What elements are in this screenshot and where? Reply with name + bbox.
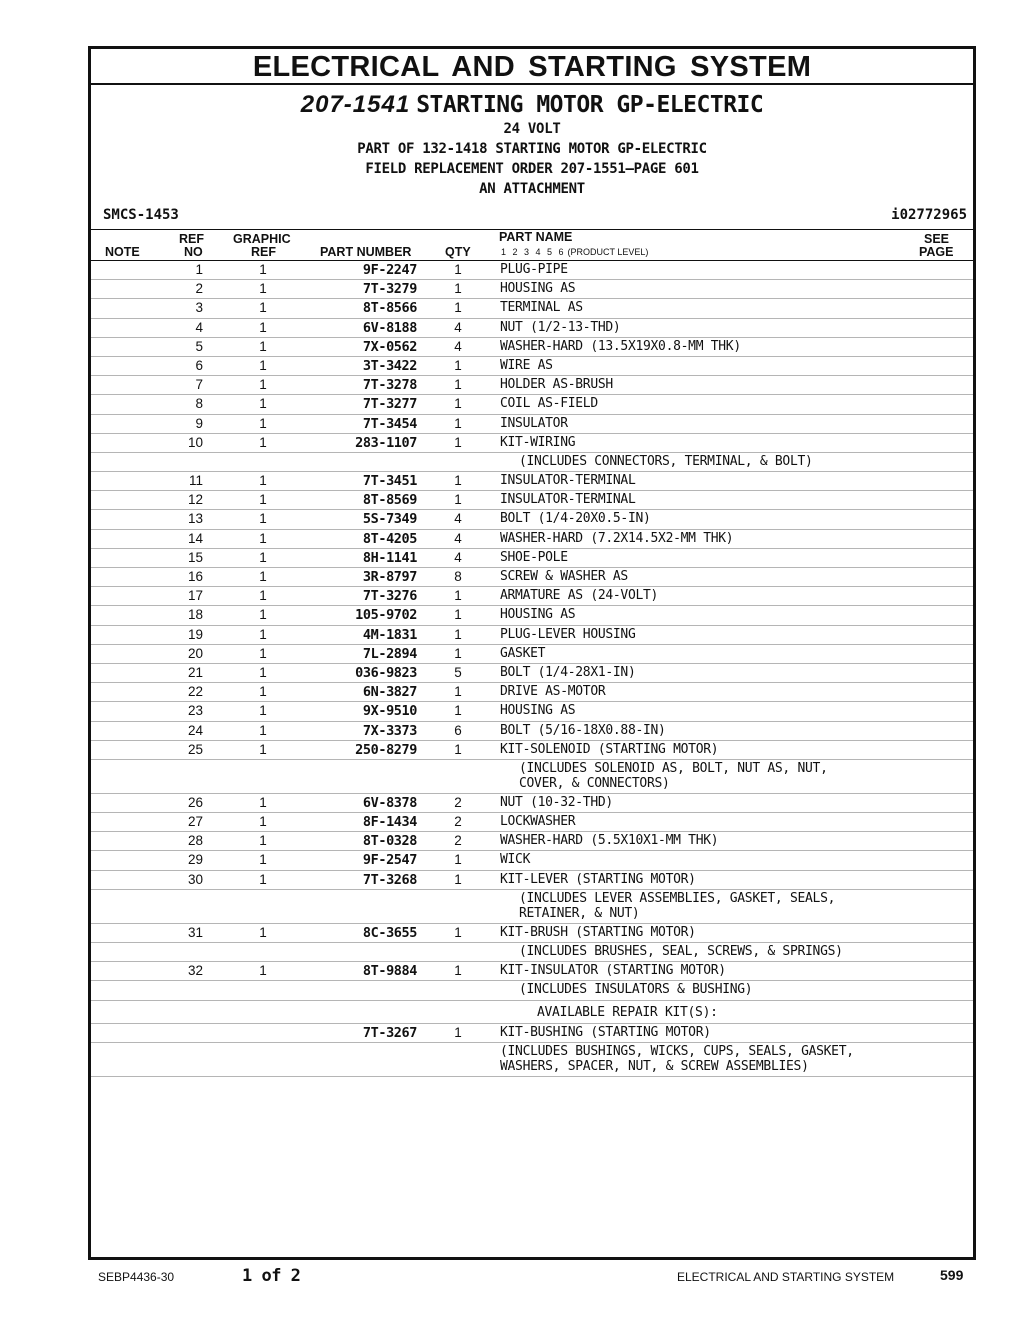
- qty-cell: 2: [454, 794, 462, 810]
- part-name-cell: GASKET: [500, 645, 546, 661]
- part-name-cell: AVAILABLE REPAIR KIT(S):: [537, 1004, 718, 1020]
- qty-cell: 2: [454, 833, 462, 849]
- qty-cell: 1: [454, 924, 462, 940]
- ref-no-cell: 17: [187, 588, 203, 604]
- part-number-cell: 105-9702: [355, 607, 417, 624]
- group-title: [91, 91, 973, 119]
- group-number: 207-1541: [300, 91, 411, 118]
- part-name-cell: SCREW & WASHER AS: [500, 569, 628, 584]
- col-graphic-ref-2: REF: [251, 245, 276, 259]
- table-row: [91, 760, 973, 794]
- part-number-cell: 036-9823: [355, 664, 417, 681]
- ref-no-cell: 4: [195, 319, 203, 335]
- qty-cell: 1: [454, 1024, 462, 1040]
- qty-cell: 1: [454, 300, 462, 316]
- graphic-ref-cell: 1: [259, 415, 267, 431]
- qty-cell: 1: [454, 607, 462, 623]
- part-name-cell: (INCLUDES BUSHINGS, WICKS, CUPS, SEALS, GASKET, WASHERS, SPACER, NUT, & SCREW ASSEMBLIES): [500, 1043, 854, 1074]
- ref-no-cell: 27: [187, 814, 203, 830]
- table-row: [91, 453, 973, 472]
- part-number-cell: 9F-2247: [362, 262, 417, 278]
- graphic-ref-cell: 1: [259, 549, 267, 565]
- footer-page-number: 599: [940, 1267, 964, 1283]
- part-name-cell: HOUSING AS: [500, 281, 576, 297]
- part-number-cell: 7T-3268: [362, 871, 417, 888]
- table-row: [91, 851, 973, 870]
- qty-cell: 1: [454, 703, 462, 719]
- graphic-ref-cell: 1: [259, 492, 267, 508]
- part-name-cell: WASHER-HARD (13.5X19X0.8-MM THK): [500, 338, 741, 354]
- col-part-name: PART NAME: [499, 230, 573, 244]
- part-number-cell: 8T-8566: [362, 300, 417, 317]
- part-number-cell: 4M-1831: [362, 626, 417, 643]
- table-row: [91, 415, 973, 434]
- col-graphic-ref-1: GRAPHIC: [233, 232, 291, 246]
- ref-no-cell: 8: [195, 396, 203, 412]
- graphic-ref-cell: 1: [259, 300, 267, 316]
- table-row: [91, 357, 973, 376]
- part-name-cell: WIRE AS: [500, 357, 553, 373]
- footer-doc-id: SEBP4436-30: [98, 1270, 175, 1284]
- group-name: STARTING MOTOR GP-ELECTRIC: [416, 92, 764, 118]
- smcs-code: SMCS-1453: [103, 207, 179, 223]
- ref-no-cell: 22: [187, 684, 203, 700]
- ref-no-cell: 30: [187, 871, 203, 887]
- ref-no-cell: 5: [195, 338, 203, 354]
- part-number-cell: 7T-3454: [362, 415, 417, 432]
- part-name-cell: NUT (10-32-THD): [500, 794, 613, 810]
- part-name-cell: ARMATURE AS (24-VOLT): [500, 588, 659, 604]
- table-row: [91, 645, 973, 664]
- part-number-cell: 7T-3279: [362, 281, 417, 298]
- part-name-cell: BOLT (5/16-18X0.88-IN): [500, 722, 666, 738]
- part-number-cell: 8C-3655: [362, 924, 417, 941]
- part-number-cell: 7X-3373: [362, 722, 417, 739]
- part-number-cell: 8T-9884: [362, 963, 417, 980]
- graphic-ref-cell: 1: [259, 741, 267, 757]
- table-row: [91, 299, 973, 318]
- graphic-ref-cell: 1: [259, 338, 267, 354]
- ref-no-cell: 24: [187, 722, 203, 738]
- table-row: [91, 1024, 973, 1043]
- parts-table: [91, 261, 973, 1077]
- graphic-ref-cell: 1: [259, 645, 267, 661]
- part-number-cell: 7T-3276: [362, 588, 417, 605]
- qty-cell: 1: [454, 871, 462, 887]
- ref-no-cell: 25: [187, 741, 203, 757]
- qty-cell: 1: [454, 626, 462, 642]
- part-number-cell: 5S-7349: [362, 511, 417, 528]
- table-row: [91, 813, 973, 832]
- col-see-page-2: PAGE: [919, 245, 954, 259]
- part-number-cell: 7T-3451: [362, 473, 417, 490]
- part-number-cell: 6V-8188: [362, 319, 417, 336]
- qty-cell: 1: [454, 377, 462, 393]
- part-name-cell: KIT-WIRING: [500, 434, 576, 450]
- part-name-cell: (INCLUDES LEVER ASSEMBLIES, GASKET, SEALS, RETAINER, & NUT): [519, 890, 836, 921]
- ref-no-cell: 10: [187, 434, 203, 450]
- col-part-number: PART NUMBER: [320, 245, 412, 259]
- part-name-cell: (INCLUDES BRUSHES, SEAL, SCREWS, & SPRINGS): [519, 944, 843, 959]
- ref-no-cell: 6: [195, 357, 203, 373]
- qty-cell: 1: [454, 473, 462, 489]
- part-number-cell: 9F-2547: [362, 852, 417, 869]
- part-name-cell: (INCLUDES SOLENOID AS, BOLT, NUT AS, NUT, COVER, & CONNECTORS): [519, 760, 828, 791]
- table-row: [91, 722, 973, 741]
- qty-cell: 1: [454, 262, 462, 277]
- table-row: [91, 794, 973, 813]
- part-name-cell: COIL AS-FIELD: [500, 396, 598, 412]
- qty-cell: 6: [454, 722, 462, 738]
- part-name-cell: (INCLUDES INSULATORS & BUSHING): [519, 982, 753, 998]
- table-row: [91, 890, 973, 924]
- product-level-numbers: 1 2 3 4 5 6: [501, 247, 564, 257]
- section-title: ELECTRICAL AND STARTING SYSTEM: [91, 49, 973, 85]
- part-name-cell: KIT-INSULATOR (STARTING MOTOR): [500, 963, 726, 979]
- col-see-page-1: SEE: [924, 232, 950, 246]
- col-ref-no-1: REF: [179, 232, 204, 246]
- ref-no-cell: 14: [187, 530, 203, 546]
- graphic-ref-cell: 1: [259, 319, 267, 335]
- table-row: [91, 434, 973, 453]
- table-row: [91, 510, 973, 529]
- graphic-ref-cell: 1: [259, 794, 267, 810]
- table-row: [91, 376, 973, 395]
- col-note: NOTE: [105, 245, 140, 259]
- qty-cell: 8: [454, 569, 462, 584]
- part-number-cell: 283-1107: [355, 434, 417, 451]
- graphic-ref-cell: 1: [259, 722, 267, 738]
- table-row: [91, 702, 973, 721]
- qty-cell: 1: [454, 741, 462, 757]
- table-row: [91, 606, 973, 625]
- table-row: [91, 741, 973, 760]
- header-line-voltage: 24 VOLT: [503, 121, 561, 137]
- part-name-cell: HOLDER AS-BRUSH: [500, 377, 613, 393]
- column-headers: [91, 230, 973, 261]
- qty-cell: 5: [454, 664, 462, 680]
- ref-no-cell: 12: [187, 492, 203, 508]
- illustration-id: i02772965: [891, 207, 967, 223]
- graphic-ref-cell: 1: [259, 511, 267, 527]
- graphic-ref-cell: 1: [259, 357, 267, 373]
- part-number-cell: 3R-8797: [362, 569, 417, 585]
- ref-no-cell: 1: [195, 262, 203, 277]
- graphic-ref-cell: 1: [259, 530, 267, 546]
- part-number-cell: 7T-3278: [362, 377, 417, 394]
- graphic-ref-cell: 1: [259, 963, 267, 979]
- qty-cell: 1: [454, 852, 462, 868]
- ref-no-cell: 21: [187, 664, 203, 680]
- table-row: [91, 1043, 973, 1077]
- graphic-ref-cell: 1: [259, 664, 267, 680]
- table-row: [91, 319, 973, 338]
- header-line-attachment: AN ATTACHMENT: [479, 181, 585, 197]
- part-name-cell: WASHER-HARD (5.5X10X1-MM THK): [500, 833, 719, 849]
- part-name-cell: BOLT (1/4-20X0.5-IN): [500, 511, 651, 527]
- graphic-ref-cell: 1: [259, 396, 267, 412]
- part-number-cell: 6N-3827: [362, 684, 417, 701]
- ref-no-cell: 13: [187, 511, 203, 527]
- part-number-cell: 7T-3277: [362, 396, 417, 413]
- qty-cell: 1: [454, 963, 462, 979]
- graphic-ref-cell: 1: [259, 569, 267, 584]
- ref-no-cell: 23: [187, 703, 203, 719]
- header-line-part-of: PART OF 132-1418 STARTING MOTOR GP-ELECTRIC: [357, 141, 707, 157]
- part-name-cell: INSULATOR-TERMINAL: [500, 473, 636, 489]
- qty-cell: 1: [454, 434, 462, 450]
- part-name-cell: HOUSING AS: [500, 703, 576, 719]
- part-number-cell: 7T-3267: [362, 1024, 417, 1041]
- part-name-cell: KIT-SOLENOID (STARTING MOTOR): [500, 741, 719, 757]
- part-number-cell: 3T-3422: [362, 357, 417, 374]
- table-row: [91, 943, 973, 962]
- qty-cell: 1: [454, 684, 462, 700]
- page-footer: [0, 1266, 1020, 1288]
- table-row: [91, 587, 973, 606]
- part-number-cell: 250-8279: [355, 741, 417, 758]
- ref-no-cell: 32: [187, 963, 203, 979]
- part-number-cell: 9X-9510: [362, 703, 417, 720]
- qty-cell: 1: [454, 396, 462, 412]
- ref-no-cell: 9: [195, 415, 203, 431]
- graphic-ref-cell: 1: [259, 607, 267, 623]
- part-number-cell: 8T-8569: [362, 492, 417, 509]
- table-row: [91, 626, 973, 645]
- group-header: [91, 91, 973, 199]
- part-name-cell: NUT (1/2-13-THD): [500, 319, 621, 335]
- part-number-cell: 7L-2894: [362, 645, 417, 662]
- table-row: [91, 395, 973, 414]
- ref-no-cell: 3: [195, 300, 203, 316]
- table-row: [91, 871, 973, 890]
- part-name-cell: WASHER-HARD (7.2X14.5X2-MM THK): [500, 530, 734, 546]
- col-product-levels: [501, 247, 648, 257]
- footer-page-of: 1 of 2: [242, 1266, 301, 1286]
- qty-cell: 4: [454, 319, 462, 335]
- part-name-cell: INSULATOR: [500, 415, 568, 431]
- table-row: [91, 832, 973, 851]
- qty-cell: 1: [454, 492, 462, 508]
- ref-no-cell: 20: [187, 645, 203, 661]
- ref-no-cell: 7: [195, 377, 203, 393]
- part-name-cell: WICK: [500, 852, 531, 868]
- graphic-ref-cell: 1: [259, 833, 267, 849]
- part-number-cell: 8T-4205: [362, 530, 417, 547]
- smcs-row: [91, 205, 973, 230]
- footer-section: ELECTRICAL AND STARTING SYSTEM: [677, 1270, 895, 1284]
- part-number-cell: 8H-1141: [362, 549, 417, 566]
- ref-no-cell: 19: [187, 626, 203, 642]
- table-row: [91, 338, 973, 357]
- part-name-cell: SHOE-POLE: [500, 549, 568, 565]
- table-row: [91, 962, 973, 981]
- part-number-cell: 8F-1434: [362, 814, 417, 831]
- qty-cell: 4: [454, 511, 462, 527]
- table-row: [91, 472, 973, 491]
- table-row: [91, 261, 973, 280]
- part-number-cell: 7X-0562: [362, 338, 417, 355]
- ref-no-cell: 2: [195, 281, 203, 297]
- graphic-ref-cell: 1: [259, 871, 267, 887]
- ref-no-cell: 26: [187, 794, 203, 810]
- header-line-field-replacement: FIELD REPLACEMENT ORDER 207-1551—PAGE 601: [365, 161, 699, 177]
- table-row: [91, 280, 973, 299]
- table-row: [91, 530, 973, 549]
- table-row: [91, 664, 973, 683]
- ref-no-cell: 11: [188, 473, 203, 489]
- graphic-ref-cell: 1: [259, 852, 267, 868]
- part-name-cell: HOUSING AS: [500, 607, 576, 623]
- qty-cell: 2: [454, 814, 462, 830]
- graphic-ref-cell: 1: [259, 626, 267, 642]
- graphic-ref-cell: 1: [259, 703, 267, 719]
- table-row: [91, 549, 973, 568]
- qty-cell: 1: [454, 415, 462, 431]
- part-name-cell: (INCLUDES CONNECTORS, TERMINAL, & BOLT): [519, 453, 813, 469]
- part-name-cell: KIT-LEVER (STARTING MOTOR): [500, 871, 696, 887]
- part-name-cell: PLUG-LEVER HOUSING: [500, 626, 636, 642]
- qty-cell: 4: [454, 338, 462, 354]
- table-row: [91, 1001, 973, 1024]
- part-number-cell: 6V-8378: [362, 794, 417, 811]
- ref-no-cell: 18: [187, 607, 203, 623]
- graphic-ref-cell: 1: [259, 814, 267, 830]
- table-row: [91, 683, 973, 702]
- qty-cell: 1: [454, 281, 462, 297]
- graphic-ref-cell: 1: [259, 473, 267, 489]
- part-name-cell: DRIVE AS-MOTOR: [500, 684, 606, 700]
- ref-no-cell: 15: [187, 549, 203, 565]
- table-row: [91, 924, 973, 943]
- page-frame: [88, 46, 976, 1260]
- part-name-cell: KIT-BRUSH (STARTING MOTOR): [500, 924, 696, 940]
- qty-cell: 1: [454, 588, 462, 604]
- qty-cell: 1: [454, 645, 462, 661]
- ref-no-cell: 31: [187, 924, 203, 940]
- graphic-ref-cell: 1: [259, 588, 267, 604]
- graphic-ref-cell: 1: [259, 684, 267, 700]
- table-row: [91, 491, 973, 510]
- table-row: [91, 981, 973, 1000]
- product-level-label: (PRODUCT LEVEL): [567, 247, 649, 257]
- part-number-cell: 8T-0328: [362, 833, 417, 850]
- part-name-cell: LOCKWASHER: [500, 814, 576, 830]
- col-ref-no-2: NO: [184, 245, 203, 259]
- graphic-ref-cell: 1: [259, 377, 267, 393]
- part-name-cell: PLUG-PIPE: [500, 262, 568, 277]
- col-qty: QTY: [445, 245, 471, 259]
- part-name-cell: BOLT (1/4-28X1-IN): [500, 664, 636, 680]
- part-name-cell: TERMINAL AS: [500, 300, 583, 316]
- table-row: [91, 568, 973, 587]
- graphic-ref-cell: 1: [259, 434, 267, 450]
- qty-cell: 4: [454, 530, 462, 546]
- ref-no-cell: 28: [187, 833, 203, 849]
- graphic-ref-cell: 1: [259, 924, 267, 940]
- qty-cell: 4: [454, 549, 462, 565]
- ref-no-cell: 16: [187, 569, 203, 584]
- qty-cell: 1: [454, 357, 462, 373]
- part-name-cell: INSULATOR-TERMINAL: [500, 492, 636, 508]
- graphic-ref-cell: 1: [259, 281, 267, 297]
- part-name-cell: KIT-BUSHING (STARTING MOTOR): [500, 1024, 711, 1040]
- graphic-ref-cell: 1: [259, 262, 267, 277]
- ref-no-cell: 29: [187, 852, 203, 868]
